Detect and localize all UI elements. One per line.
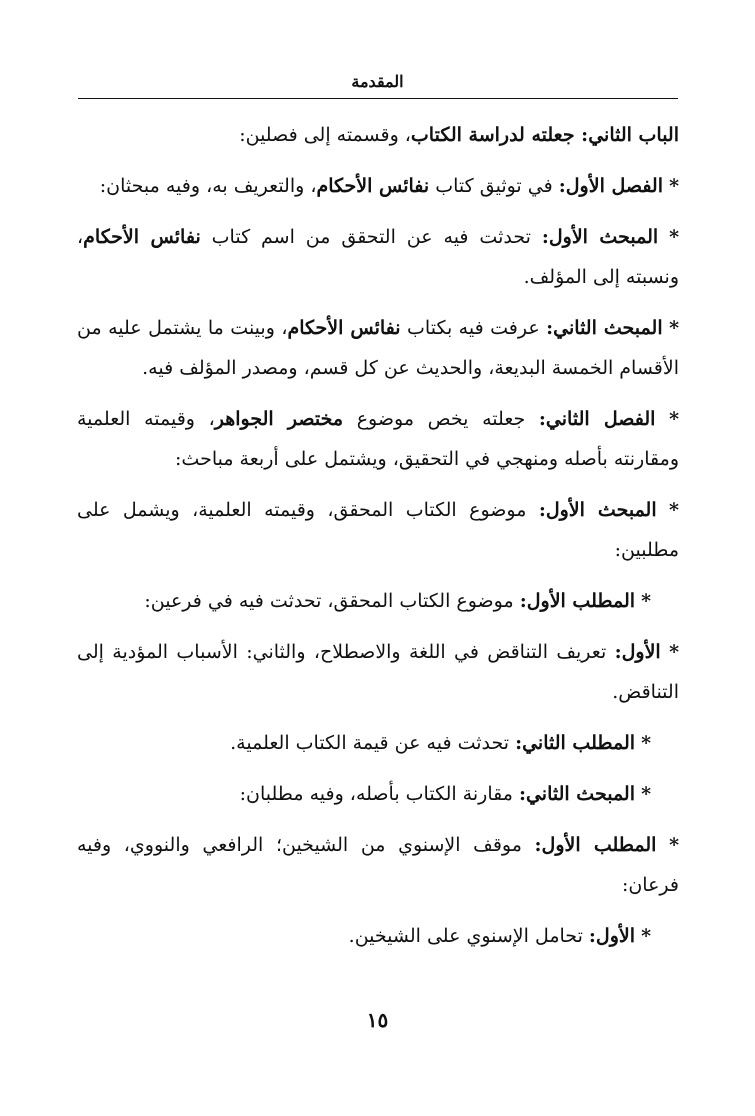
paragraph-text: ، وقسمته إلى فصلين:: [239, 124, 411, 146]
paragraph-text: موضوع الكتاب المحقق، تحدثت فيه في فرعين:: [144, 590, 520, 612]
book-title: نفائس الأحكام: [83, 226, 201, 248]
bullet-marker: *: [641, 590, 651, 612]
book-title: نفائس الأحكام: [316, 175, 430, 197]
paragraph-text: تحدثت فيه عن قيمة الكتاب العلمية.: [230, 732, 516, 754]
paragraph-text: موقف الإسنوي من الشيخين؛ الرافعي والنووي، وفيه فرعان:: [77, 834, 679, 896]
bullet-marker: *: [669, 408, 679, 430]
paragraph: [77, 399, 679, 479]
paragraph-indented: [77, 916, 679, 956]
bullet-marker: *: [669, 834, 679, 856]
paragraph-text: تعريف التناقض في اللغة والاصطلاح، والثاني: الأسباب المؤدية إلى التناقض.: [77, 641, 679, 703]
paragraph: [77, 115, 679, 155]
paragraph-text: موضوع الكتاب المحقق، وقيمته العلمية، ويشمل على مطلبين:: [77, 499, 679, 561]
header-divider: [78, 98, 678, 99]
book-title: مختصر الجواهر: [214, 408, 344, 430]
section-label: الباب الثاني: جعلته لدراسة الكتاب: [410, 124, 679, 146]
paragraph: [77, 490, 679, 570]
body-text: [77, 115, 679, 967]
paragraph-text-cont: ، ونسبته إلى المؤلف.: [77, 226, 679, 288]
bullet-marker: *: [669, 641, 679, 663]
paragraph-indented: [77, 581, 679, 621]
section-label: المبحث الأول:: [541, 226, 659, 248]
bullet-marker: *: [669, 499, 679, 521]
paragraph-text: تحدثت فيه عن التحقق من اسم كتاب: [200, 226, 542, 248]
section-label: المبحث الثاني:: [518, 783, 636, 805]
running-header-title: المقدمة: [351, 72, 404, 91]
paragraph: [77, 217, 679, 297]
section-label: الفصل الثاني:: [538, 408, 656, 430]
paragraph-text: تحامل الإسنوي على الشيخين.: [348, 925, 589, 947]
section-label: المبحث الأول:: [538, 499, 657, 521]
section-label: المبحث الثاني:: [546, 317, 663, 339]
bullet-marker: *: [669, 175, 679, 197]
paragraph-text: عرفت فيه بكتاب: [400, 317, 547, 339]
section-label: الأول:: [614, 641, 661, 663]
paragraph-text-cont: ، وقيمته العلمية ومقارنته بأصله ومنهجي في التحقيق، ويشتمل على أربعة مباحث:: [77, 408, 679, 470]
page-number: ١٥: [366, 1008, 389, 1032]
paragraph-text-cont: ، والتعريف به، وفيه مبحثان:: [99, 175, 317, 197]
paragraph: [77, 166, 679, 206]
bullet-marker: *: [669, 317, 679, 339]
section-label: المطلب الأول:: [534, 834, 657, 856]
bullet-marker: *: [641, 925, 651, 947]
section-label: الأول:: [588, 925, 636, 947]
section-label: المطلب الثاني:: [515, 732, 636, 754]
paragraph-indented: [77, 774, 679, 814]
paragraph-text-cont: ، وبينت ما يشتمل عليه من الأقسام الخمسة البديعة، والحديث عن كل قسم، ومصدر المؤلف فيه.: [77, 317, 679, 379]
bullet-marker: *: [669, 226, 679, 248]
book-title: نفائس الأحكام: [287, 317, 401, 339]
paragraph-text: جعلته يخص موضوع: [343, 408, 539, 430]
paragraph: [77, 308, 679, 388]
bullet-marker: *: [641, 783, 651, 805]
section-label: المطلب الأول:: [519, 590, 636, 612]
section-label: الفصل الأول:: [558, 175, 664, 197]
paragraph-indented: [77, 723, 679, 763]
paragraph: [77, 825, 679, 905]
paragraph-text: في توثيق كتاب: [429, 175, 559, 197]
paragraph: [77, 632, 679, 712]
bullet-marker: *: [641, 732, 651, 754]
paragraph-text: مقارنة الكتاب بأصله، وفيه مطلبان:: [239, 783, 519, 805]
